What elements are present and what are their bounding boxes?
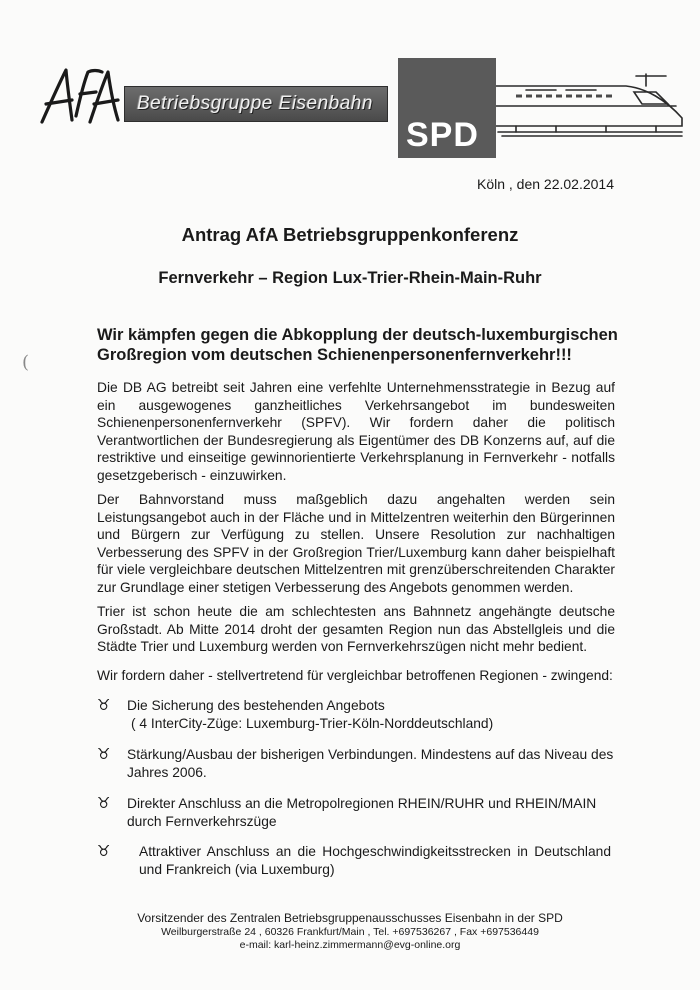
footer-email: e-mail: karl-heinz.zimmermann@evg-online.org — [239, 939, 461, 951]
paragraph-4: Wir fordern daher - stellvertretend für vergleichbar betroffenen Regionen - zwingend: — [97, 668, 613, 683]
taurus-bullet-icon: ♉ — [97, 842, 111, 860]
paragraph-1: Die DB AG betreibt seit Jahren eine verfehlte Unternehmensstrategie in Bezug auf ein ausgewogenes ganzheitliches Verkehrsangebot im bundesweiten Schienenpersonenfernverkehr (SPFV). Wir fordern daher die politisch Verantwortlichen der Bundesregierung als Eigentümer des DB Konzerns auf, auf die restriktive und einseitige gewinnorientierte Verkehrsplanung in Fernverkehr - notfalls gesetzgeberisch - einzuwirken. — [97, 380, 615, 483]
margin-mark: ( — [22, 352, 30, 373]
taurus-bullet-icon: ♉ — [97, 696, 111, 714]
taurus-bullet-icon: ♉ — [97, 745, 111, 763]
document-subtitle: Fernverkehr – Region Lux-Trier-Rhein-Main-Ruhr — [158, 269, 542, 287]
letterhead-banner — [124, 86, 388, 122]
paragraph-3: Trier ist schon heute die am schlechtesten ans Bahnnetz angehängte deutsche Großstadt. Ab Mitte 2014 droht der gesamten Region nun das Abstellgleis und die Städte Trier und Luxemburg werden von Fernverkehrszügen nicht mehr bedient. — [97, 604, 615, 655]
list-item-text: Stärkung/Ausbau der bisherigen Verbindungen. Mindestens auf das Niveau des Jahres 2006. — [127, 747, 614, 780]
spd-logo-text: SPD — [406, 116, 479, 154]
headline-line-2: Großregion vom deutschen Schienenpersonenfernverkehr!!! — [97, 346, 572, 364]
list-item-text: Direkter Anschluss an die Metropolregionen RHEIN/RUHR und RHEIN/MAIN durch Fernverkehrszüge — [127, 796, 597, 829]
train-illustration — [496, 66, 686, 142]
afa-logo — [36, 64, 122, 128]
paragraph-2: Der Bahnvorstand muss maßgeblich dazu angehalten werden sein Leistungsangebot auch in der Fläche und in Mittelzentren weiterhin den Bürgerinnen und Bürgern zur Verfügung zu stellen. Unsere Resolution zur nachhaltigen Verbesserung des SPFV in der Großregion Trier/Luxemburg kann daher beispielhaft für viele vergleichbare deutschen Mittelzentren mit grenzüberschreitenden Charakter zur Grundlage einer stetigen Verbesserung des Angebots genommen werden. — [97, 492, 615, 595]
footer-address: Weilburgerstraße 24 , 60326 Frankfurt/Main , Tel. +697536267 , Fax +697536449 — [161, 925, 539, 938]
banner-text: Betriebsgruppe Eisenbahn — [137, 93, 373, 114]
headline — [97, 325, 627, 365]
taurus-bullet-icon: ♉ — [97, 794, 111, 812]
footer-line-1: Vorsitzender des Zentralen Betriebsgruppenausschusses Eisenbahn in der SPD — [137, 911, 563, 925]
document-date: Köln , den 22.02.2014 — [476, 176, 614, 192]
list-item-line-2: ( 4 InterCity-Züge: Luxemburg-Trier-Köln-Norddeutschland) — [131, 715, 494, 731]
footer — [0, 912, 700, 953]
list-item-line-1: Die Sicherung des bestehenden Angebots — [127, 698, 385, 713]
headline-line-1: Wir kämpfen gegen die Abkopplung der deutsch-luxemburgischen — [97, 326, 618, 344]
document-title: Antrag AfA Betriebsgruppenkonferenz — [181, 224, 519, 245]
spd-logo — [398, 58, 496, 158]
list-item-text — [127, 697, 615, 732]
list-item-text: Attraktiver Anschluss an die Hochgeschwindigkeitsstrecken in Deutschland und Frankreich (via Luxemburg) — [139, 844, 611, 877]
